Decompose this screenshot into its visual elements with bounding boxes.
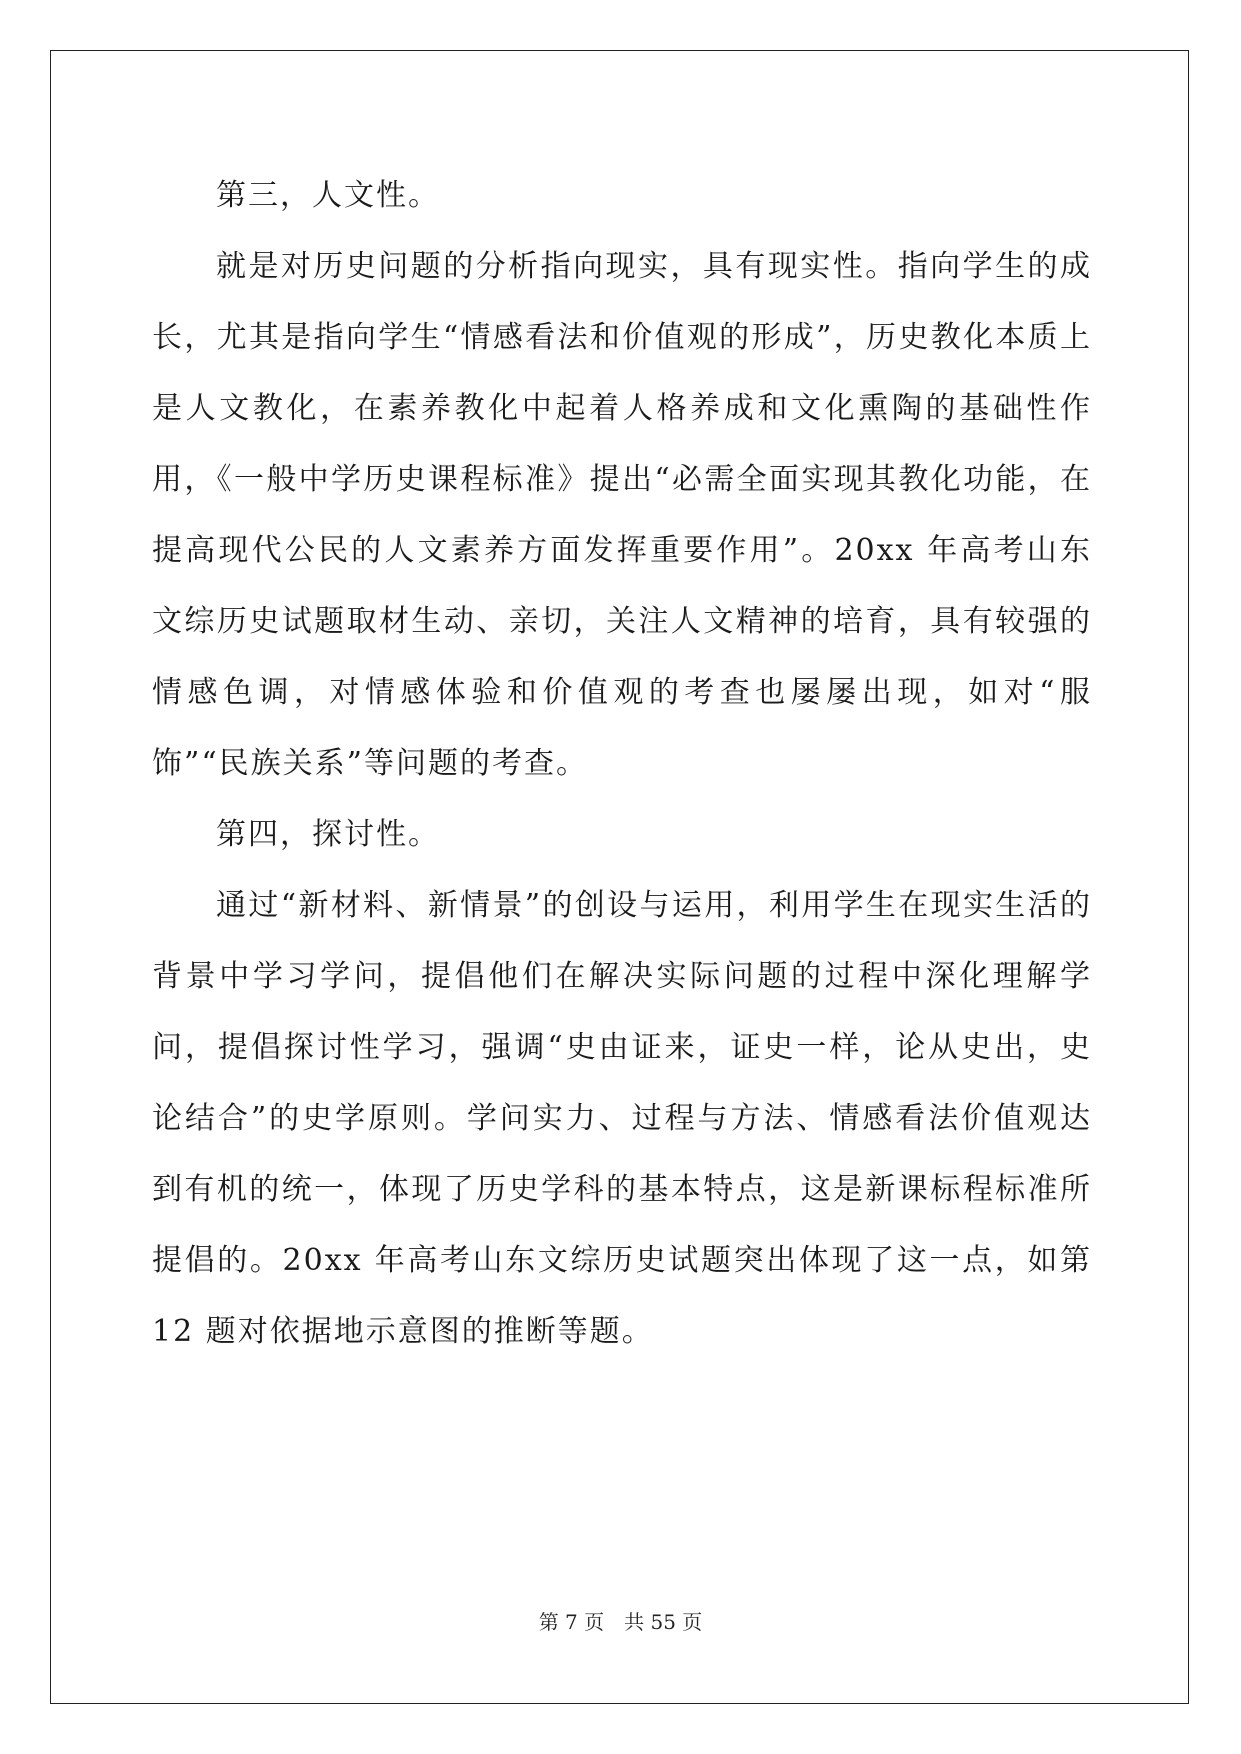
paragraph-inquiry: 通过“新材料、新情景”的创设与运用，利用学生在现实生活的背景中学习学问，提倡他们在解决实际问题的过程中深化理解学问，提倡探讨性学习，强调“史由证来，证史一样，论从史出，史论结合”的史学原则。学问实力、过程与方法、情感看法价值观达到有机的统一，体现了历史学科的基本特点，这是新课标程标准所提倡的。20xx 年高考山东文综历史试题突出体现了这一点，如第 12 题对依据地示意图的推断等题。 [152, 888, 1092, 1349]
paragraph-humanistic: 就是对历史问题的分析指向现实，具有现实性。指向学生的成长，尤其是指向学生“情感看法和价值观的形成”，历史教化本质上是人文教化，在素养教化中起着人格养成和文化熏陶的基础性作用，《一般中学历史课程标准》提出“必需全面实现其教化功能，在提高现代公民的人文素养方面发挥重要作用”。20xx 年高考山东文综历史试题取材生动、亲切，关注人文精神的培育，具有较强的情感色调，对情感体验和价值观的考查也屡屡出现，如对“服饰”“民族关系”等问题的考查。 [152, 249, 1092, 781]
document-body [152, 160, 1092, 1367]
page-footer: 第 7 页 共 55 页 [538, 1610, 703, 1634]
paragraph-heading-4: 第四，探讨性。 [216, 817, 440, 852]
paragraph-heading-3: 第三，人文性。 [216, 178, 440, 213]
